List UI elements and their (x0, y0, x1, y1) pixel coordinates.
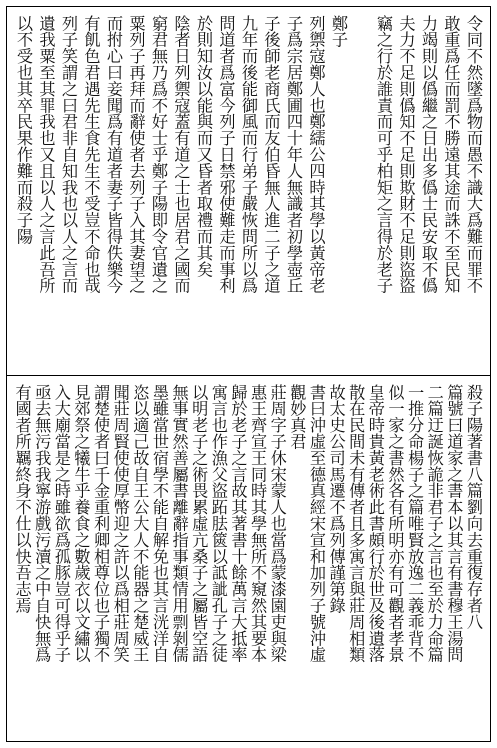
text-column: 遺我粟至其罪我也又且以人之言此吾所 (36, 15, 56, 294)
text-column: 陰者日列禦寇蓋有道之士也居君之國而 (171, 15, 191, 294)
scripture-page (6, 6, 491, 742)
text-column: 九年而後能御風而行弟子嚴恢問所以爲 (239, 15, 258, 294)
text-column: 二篇迂誕恢詭非君子之言也至於力命篇 (425, 384, 444, 663)
text-column: 敢重爲任而罰不勝遠其途而誅不至民知 (441, 15, 461, 294)
text-column: 以明老子之術畏累虛亢桑子之屬皆空語 (189, 384, 209, 663)
text-column: 見郊祭之犧牛乎養食之數歲衣以文繡以 (71, 384, 91, 663)
text-column: 書曰沖虛至德真經宋宣和加列子號沖虛 (307, 384, 326, 663)
upper-text-block (7, 7, 490, 375)
text-column: 力竭則以僞繼之日出多僞士民安取不僞 (419, 15, 438, 294)
text-column: 問道者爲富今列子日禁邪使難走而事利 (216, 15, 236, 294)
lower-text-block (7, 375, 490, 743)
text-column: 列子笑謂之曰君非自知我也以人之言而 (59, 15, 78, 294)
text-column: 夫力不足則僞知不足則欺財不足則盜盜 (396, 15, 416, 294)
text-column: 竊之行於誰責而可乎柏矩之言得於老子 (374, 15, 393, 294)
text-column: 似一家之書然各有所明亦有可觀者孝景 (385, 384, 405, 663)
text-column (351, 15, 372, 369)
text-column: 惠王齊宣王同時其學無所不窺然其要本 (248, 384, 268, 663)
text-column: 墨雖當世宿學不能自解免也其言洸洋自 (150, 384, 169, 663)
text-column: 寓言也作漁父盜跖胠篋以詆訿孔子之徒 (209, 384, 228, 663)
text-column: 歸於老子之言故其著書十餘萬言大抵率 (228, 384, 248, 663)
text-column: 無事實然善屬書離辭指事類情用剽剝儒 (170, 384, 189, 663)
text-column: 鄭子 (329, 15, 348, 48)
text-column: 謂楚使者曰千金重利卿相尊位也子獨不 (91, 384, 111, 663)
text-column: 殺子陽著書八篇劉向去重復存者八 (464, 384, 483, 630)
text-column: 莊周字子休宋蒙人也當爲蒙漆園吏與梁 (268, 384, 287, 663)
text-column: 聞莊周賢使使厚幣迎之許以爲相莊周笑 (111, 384, 130, 663)
lower-columns (13, 384, 484, 737)
text-column: 子後師老商氏而友伯昏無人進二子之道 (261, 15, 281, 294)
text-column: 一推分命楊子之篇唯賢放逸二義乖背不 (405, 384, 425, 663)
text-column: 皇帝時貴黃老術此書頗行於世及後遺落 (366, 384, 385, 663)
text-column: 亟去無污我我寧游戲污瀆之中自快無爲 (32, 384, 52, 663)
text-column: 粟列子再拜而辭使者去列子入其妻望之 (126, 15, 146, 294)
text-column: 而拊心曰妾聞爲有道者妻子皆得佚樂今 (104, 15, 123, 294)
text-column: 有國者所羈終身不仕以快吾志焉 (13, 384, 32, 614)
text-column: 有飢色君遇先生食先生不受豈不命也哉 (81, 15, 101, 294)
text-column: 散在民間未有傳者且多寓言與莊周相類 (346, 384, 366, 663)
text-column: 故太史公司馬遷不爲列傳謹第錄 (327, 384, 346, 614)
text-column: 篇號曰道家之書本以其言有書穆王湯問 (444, 384, 464, 663)
text-column: 入大廟當是之時雖欲爲孤豚豈可得乎子 (52, 384, 71, 663)
text-column: 恣以適己故自王公大人不能器之楚威王 (130, 384, 150, 663)
text-column: 於則知汝以能與而又昏者取禮而其矣 (194, 15, 213, 278)
upper-columns (13, 15, 484, 369)
text-column: 子爲宗居鄭圃四十年人無識者初學壺丘 (284, 15, 303, 294)
text-column: 窮君無乃爲不好士乎鄭子陽即令官遺之 (149, 15, 168, 294)
text-column: 列禦寇鄭人也鄭繻公四時其學以黃帝老 (306, 15, 326, 294)
text-column: 觀妙真君 (287, 384, 307, 450)
text-column: 令同不然墜爲物而愚不識大爲難而罪不 (464, 15, 483, 294)
text-column: 以不受也其卒民果作難而殺子陽 (14, 15, 33, 245)
